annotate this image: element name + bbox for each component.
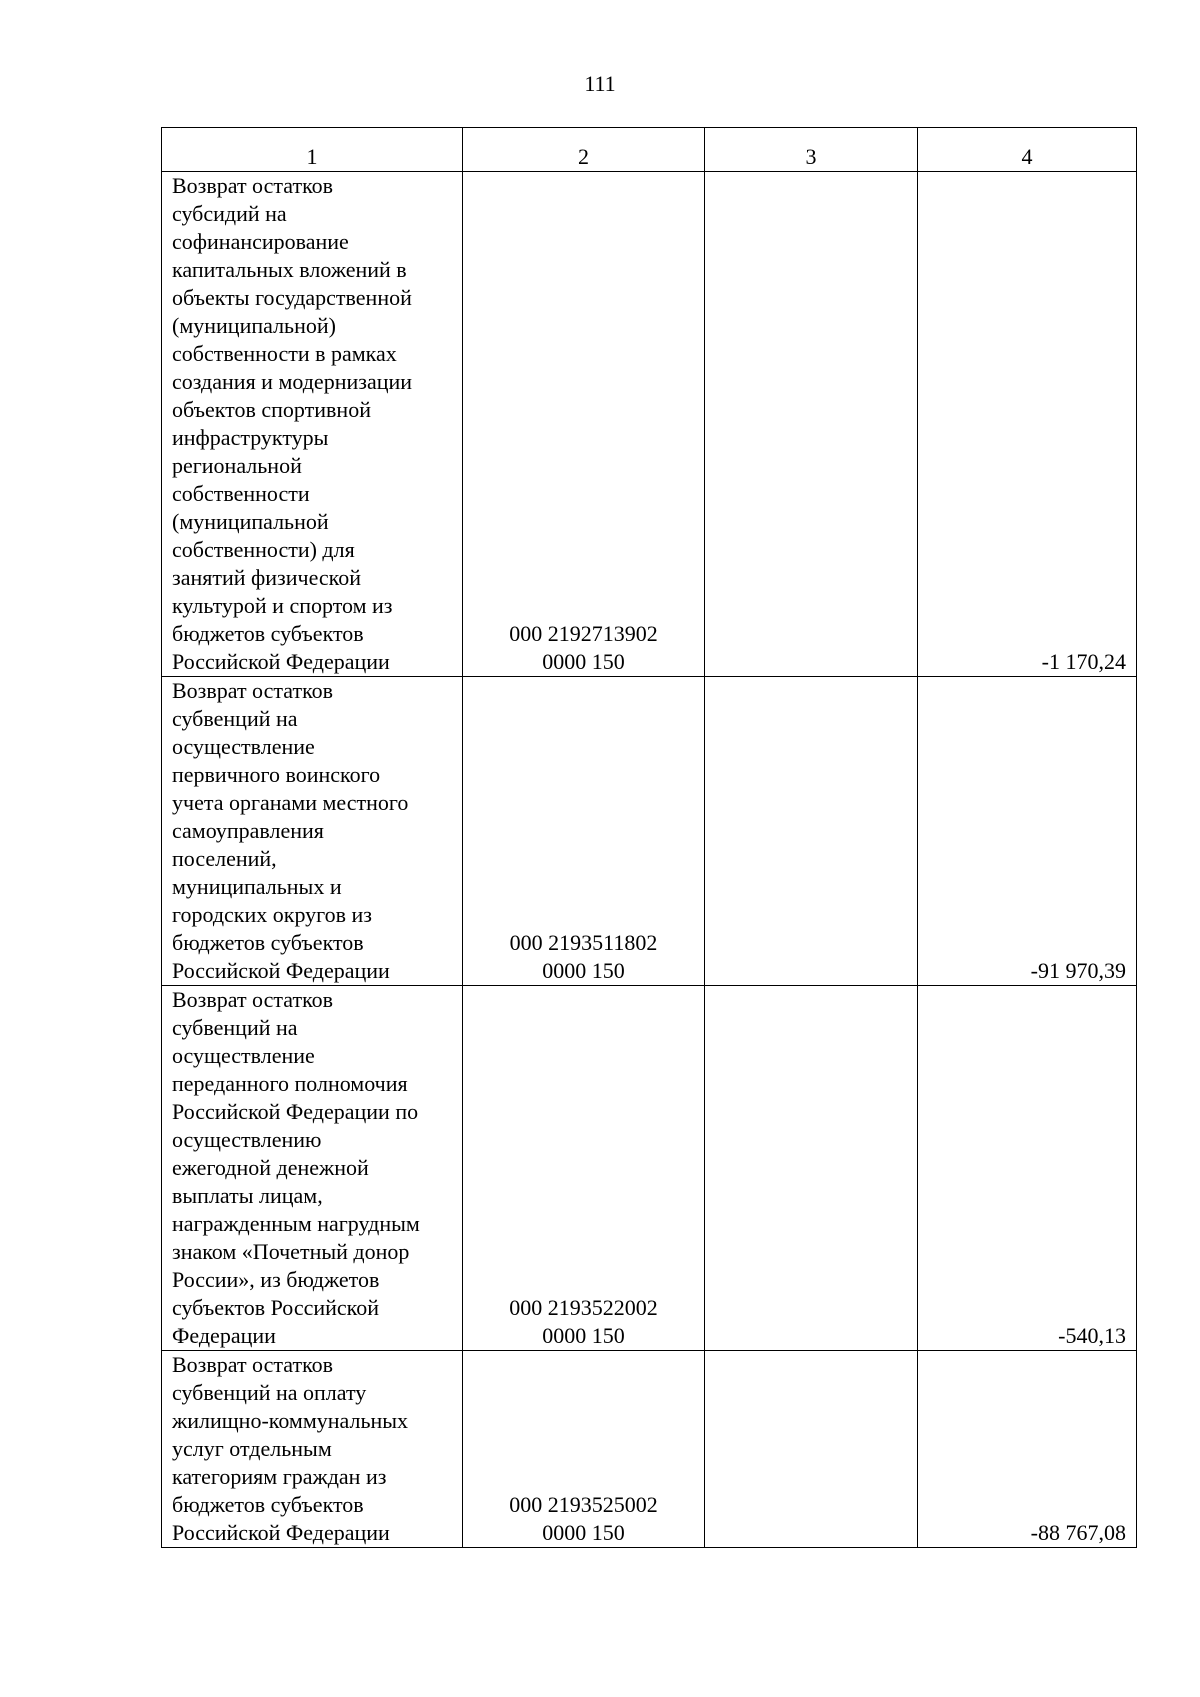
row-amount: -88 767,08 bbox=[918, 1351, 1137, 1548]
row-budget-code: 000 2193525002 0000 150 bbox=[463, 1351, 705, 1548]
column-header-2: 2 bbox=[463, 128, 705, 172]
row-budget-code: 000 2192713902 0000 150 bbox=[463, 172, 705, 677]
column-header-4: 4 bbox=[918, 128, 1137, 172]
row-amount: -1 170,24 bbox=[918, 172, 1137, 677]
page-number: 111 bbox=[584, 71, 616, 96]
table-row bbox=[162, 1351, 1137, 1548]
table-row bbox=[162, 677, 1137, 986]
column-header-1: 1 bbox=[162, 128, 463, 172]
row-budget-code: 000 2193511802 0000 150 bbox=[463, 677, 705, 986]
table-row bbox=[162, 986, 1137, 1351]
row-amount: -540,13 bbox=[918, 986, 1137, 1351]
row-description: Возврат остатков субвенций на оплату жилищно-коммунальных услуг отдельным категориям граждан из бюджетов субъектов Российской Федерации bbox=[162, 1351, 463, 1548]
row-description: Возврат остатков субвенций на осуществление первичного воинского учета органами местного самоуправления поселений, муниципальных и городских округов из бюджетов субъектов Российской Федерации bbox=[162, 677, 463, 986]
row-description: Возврат остатков субсидий на софинансирование капитальных вложений в объекты государственной (муниципальной) собственности в рамках создания и модернизации объектов спортивной инфраструктуры региональной собственности (муниципальной собственности) для занятий физической культурой и спортом из бюджетов субъектов Российской Федерации bbox=[162, 172, 463, 677]
row-column-3 bbox=[705, 1351, 918, 1548]
budget-table bbox=[161, 127, 1137, 1548]
row-budget-code: 000 2193522002 0000 150 bbox=[463, 986, 705, 1351]
column-header-3: 3 bbox=[705, 128, 918, 172]
row-amount: -91 970,39 bbox=[918, 677, 1137, 986]
row-column-3 bbox=[705, 986, 918, 1351]
row-description: Возврат остатков субвенций на осуществление переданного полномочия Российской Федерации по осуществлению ежегодной денежной выплаты лицам, награжденным нагрудным знаком «Почетный донор России», из бюджетов субъектов Российской Федерации bbox=[162, 986, 463, 1351]
row-column-3 bbox=[705, 172, 918, 677]
table-row bbox=[162, 172, 1137, 677]
table-header-row bbox=[162, 128, 1137, 172]
row-column-3 bbox=[705, 677, 918, 986]
